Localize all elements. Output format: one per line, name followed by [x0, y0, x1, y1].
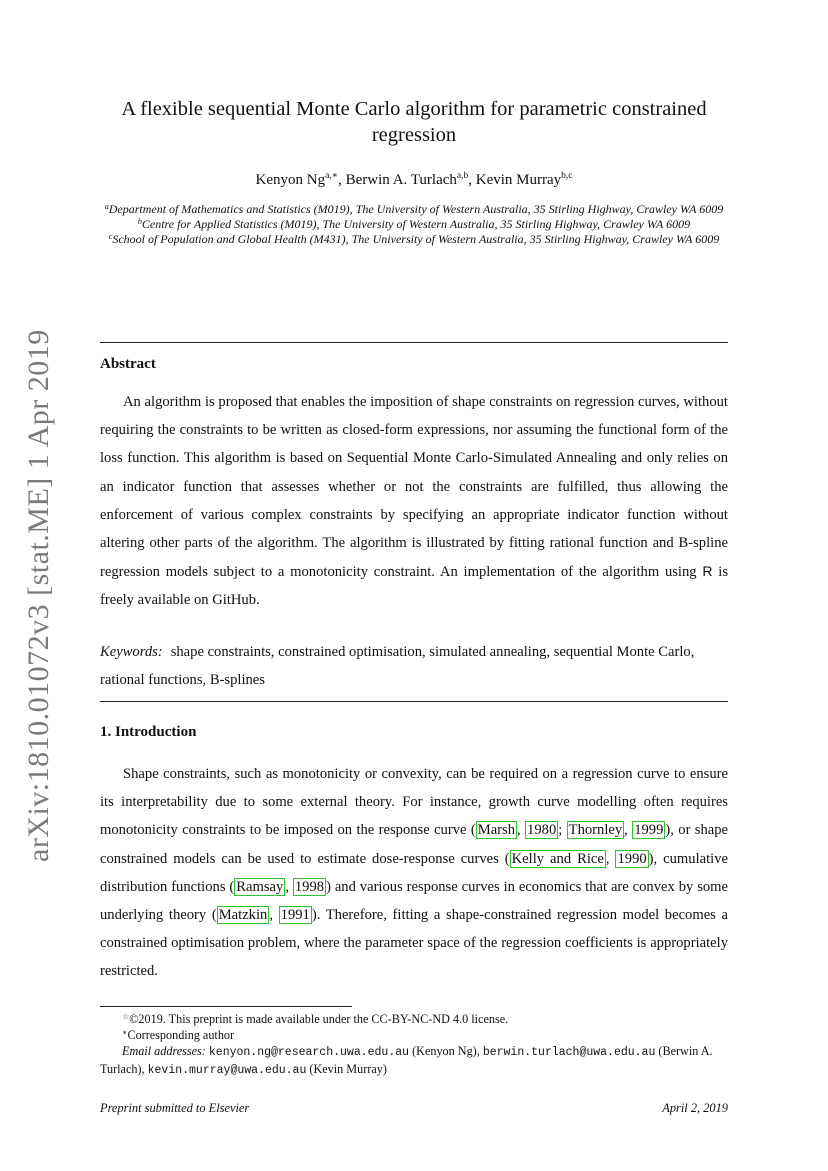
citation-link[interactable]: Marsh [477, 822, 516, 839]
title-line-1: A flexible sequential Monte Carlo algorithm for parametric constrained [121, 98, 707, 120]
footer-submission-note: Preprint submitted to Elsevier [100, 1101, 250, 1115]
citation-link[interactable]: 1991 [280, 907, 310, 924]
arxiv-identifier: arXiv:1810.01072v3 [stat.ME] 1 Apr 2019 [22, 329, 55, 862]
author-list: Kenyon $Ng^{a,∗}$, Berwin A. Turlach$^{a,b}$, Kevin Murray$^{b,c}$ [255, 171, 573, 188]
keywords-list: shape constraints, constrained optimisation, simulated annealing, sequential Monte Carlo, rational functions, B-splines [100, 644, 695, 689]
keywords-label: Keywords: [100, 644, 163, 660]
affiliation: $^b$Centre for Applied Statistics (M019), The University of Western Australia, 35 Stirling Highway, Crawley WA 6009 [137, 217, 691, 231]
abstract-heading: Abstract [100, 356, 156, 372]
author-affil-mark: a,∗ [325, 171, 339, 181]
section-heading-introduction: 1. Introduction [100, 724, 197, 740]
citation-link[interactable]: 1990 [617, 850, 647, 867]
affiliation: $^c$School of Population and Global Health (M431), The University of Western Australia, 35 Stirling Highway, Crawley WA 6009 [108, 232, 720, 246]
abstract-body: An algorithm is proposed that enables the imposition of shape constraints on regression curves, without requiring the constraints to be written as closed-form expressions, nor assuming the functional form of the loss function. This algorithm is based on Sequential Monte Carlo-Simulated Annealing and only relies on an indicator function that assesses whether or not the constraints are fulfilled, thus allowing the enforcement of various complex constraints by specifying an appropriate indicator function without altering other parts of the algorithm. The algorithm is illustrated by fitting rational function and B-spline regression models subject to a monotonicity constraint. An implementation of the algorithm using R is freely available on GitHub. [100, 394, 728, 609]
author-name: Kenyon Ng [255, 172, 326, 188]
r-language-name: R [702, 563, 713, 580]
email-address[interactable]: kenyon.ng@research.uwa.edu.au [208, 1046, 410, 1059]
introduction-paragraph: Shape constraints, such as monotonicity or convexity, can be required on a regression curve to ensure its interpretability due to some external theory. For instance, growth curve modelling often requires monotonicity constraints to be imposed on the response curve ( Marsh , 1980 ; Thornley , 1999 ), or shape constrained models can be used to estimate dose-response curves ( Kelly and Rice , 1990 ), cumulative distribution functions ( Ramsay , 1998 ) and various response curves in economics that are convex by some underlying theory ( Matzkin , 1991 ). Therefore, fitting a shape-constrained regression model becomes a constrained optimisation problem, where the parameter space of the regression coefficients is appropriately restricted. [100, 766, 729, 980]
author-name: Berwin A. Turlach [345, 172, 457, 188]
citation-link[interactable]: Kelly and Rice [511, 850, 604, 867]
footnote-emails: Email addresses: kenyon.ng@research.uwa.edu.au (Kenyon Ng), berwin.turlach@uwa.edu.au (Berwin A. Turlach), kevin.murray@uwa.edu.au (Kevin Murray) [100, 1044, 713, 1077]
footnote-mark: ∗ [122, 1028, 128, 1037]
footnote-corresponding: ∗Corresponding author [122, 1028, 235, 1042]
affiliation: $^a$Department of Mathematics and Statistics (M019), The University of Western Australia, 35 Stirling Highway, Crawley WA 6009 [104, 202, 724, 216]
footnote-mark: ☆ [122, 1012, 130, 1021]
citation-link[interactable]: 1998 [294, 878, 325, 895]
author-name: Kevin Murray [475, 172, 562, 188]
affiliations [100, 202, 728, 247]
abstract-bottom-rule [100, 701, 728, 702]
affiliation-mark: a [104, 202, 109, 211]
author-affil-mark: b,c [561, 171, 573, 181]
email-label: Email addresses: [122, 1044, 206, 1058]
paper-title [100, 96, 728, 148]
citation-link[interactable]: Ramsay [236, 878, 284, 895]
email-address[interactable]: kevin.murray@uwa.edu.au [147, 1064, 307, 1077]
keywords [100, 638, 728, 694]
author-affil-mark: a,b [456, 171, 469, 181]
citation-link[interactable]: Matzkin [218, 907, 268, 924]
affiliation-mark: b [137, 217, 142, 226]
affiliation-mark: c [108, 232, 113, 241]
footnote-rule [100, 1006, 352, 1007]
abstract-top-rule [100, 342, 728, 343]
footer-date: April 2, 2019 [662, 1101, 728, 1115]
citation-link[interactable]: Thornley [568, 822, 623, 839]
footnote-license: ☆©2019. This preprint is made available under the CC-BY-NC-ND 4.0 license. [122, 1012, 509, 1026]
email-address[interactable]: berwin.turlach@uwa.edu.au [482, 1046, 656, 1059]
citation-link[interactable]: 1999 [634, 822, 664, 839]
title-line-2: regression [371, 124, 457, 146]
page-footer [100, 1101, 728, 1116]
footnotes [100, 1011, 728, 1079]
citation-link[interactable]: 1980 [527, 822, 557, 839]
